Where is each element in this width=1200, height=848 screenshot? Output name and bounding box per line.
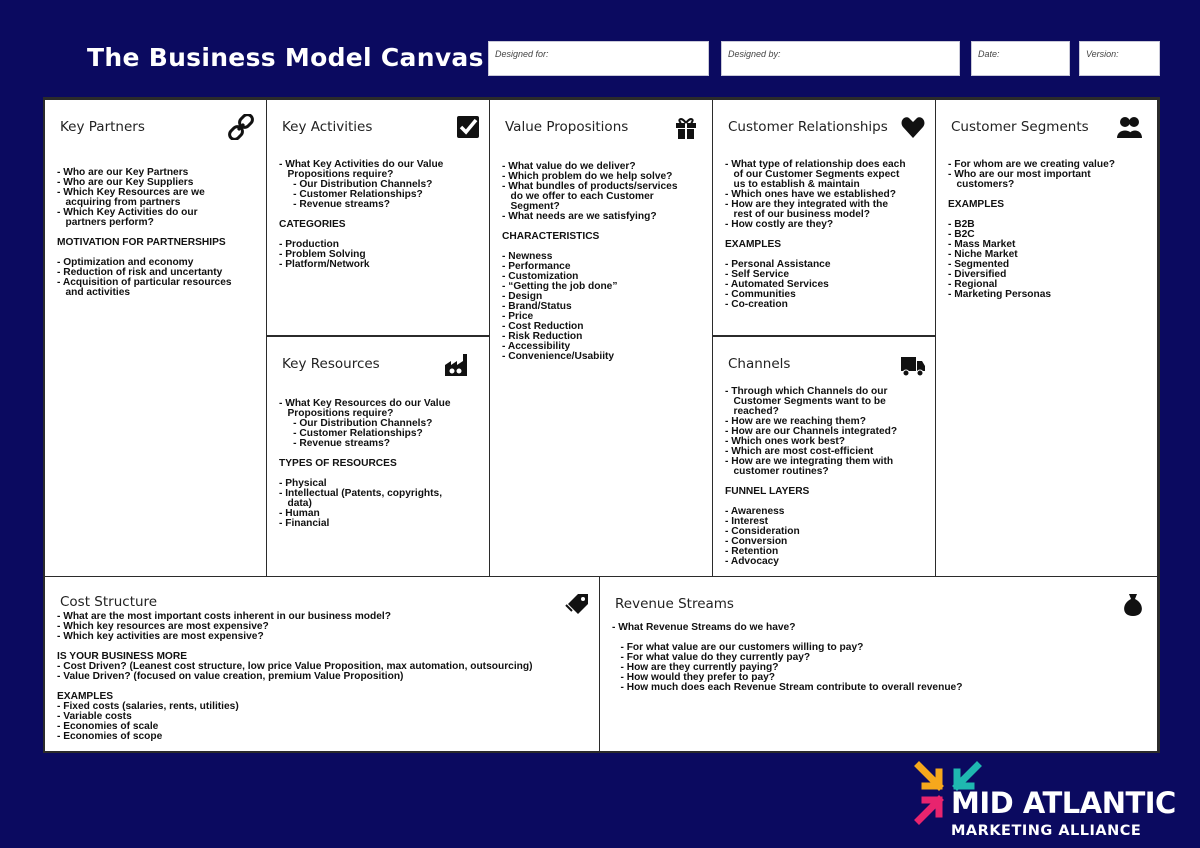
users-icon <box>1116 114 1142 140</box>
content-line: Customer Segments want to be <box>725 396 886 407</box>
link-icon <box>228 114 254 140</box>
cost-structure-title: Cost Structure <box>60 594 158 610</box>
content-line: - How are our Channels integrated? <box>725 426 898 437</box>
channels-title: Channels <box>728 356 791 372</box>
content-line: - Variable costs <box>57 711 132 722</box>
content-line: - Which problem do we help solve? <box>502 171 673 182</box>
content-line: - Awareness <box>725 506 785 517</box>
content-line: - Automated Services <box>725 279 829 290</box>
tag-icon <box>565 591 591 617</box>
content-line: - Who are our Key Suppliers <box>57 177 194 188</box>
content-line: reached? <box>725 406 779 417</box>
heart-icon <box>900 114 926 140</box>
revenue-streams-content <box>612 623 962 693</box>
mid-atlantic-logo <box>913 760 1176 844</box>
content-line <box>57 682 533 692</box>
content-line: rest of our business model? <box>725 209 870 220</box>
designed-by-label: Designed by: <box>728 49 781 59</box>
version-field[interactable] <box>1079 41 1160 76</box>
content-line: - Production <box>279 239 339 250</box>
content-line: - Interest <box>725 516 769 527</box>
content-line: - Physical <box>279 478 327 489</box>
content-line: - Acquisition of particular resources <box>57 277 232 288</box>
content-line: - What Key Resources do our Value <box>279 398 451 409</box>
content-line: acquiring from partners <box>57 197 181 208</box>
key-resources-content <box>279 399 451 529</box>
content-line: - Personal Assistance <box>725 259 831 270</box>
content-line: - How are we integrating them with <box>725 456 894 467</box>
content-line: - Design <box>502 291 543 302</box>
gift-icon <box>673 114 699 140</box>
content-line: - Optimization and economy <box>57 257 194 268</box>
content-line: EXAMPLES <box>948 199 1005 210</box>
content-line: - Financial <box>279 518 330 529</box>
designed-by-field[interactable] <box>721 41 960 76</box>
content-line: - Which Key Resources are we <box>57 187 205 198</box>
content-line: - Economies of scope <box>57 731 163 742</box>
content-line: and activities <box>57 287 131 298</box>
content-line: - How much does each Revenue Stream contribute to overall revenue? <box>612 682 963 693</box>
content-line: - Which key resources are most expensive? <box>57 621 269 632</box>
content-line: - Risk Reduction <box>502 331 583 342</box>
key-partners-content <box>57 168 232 298</box>
content-line: - For what value do they currently pay? <box>612 652 811 663</box>
logo-line2: MARKETING ALLIANCE <box>951 823 1142 839</box>
content-line: us to establish & maintain <box>725 179 860 190</box>
version-label: Version: <box>1086 49 1119 59</box>
content-line: - What Revenue Streams do we have? <box>612 622 796 633</box>
content-line: - Cost Reduction <box>502 321 584 332</box>
content-line: - Regional <box>948 279 998 290</box>
page-title: The Business Model Canvas <box>87 43 484 72</box>
content-line: - Problem Solving <box>279 249 366 260</box>
designed-for-field[interactable] <box>488 41 709 76</box>
key-resources-title: Key Resources <box>282 356 380 372</box>
content-line: CATEGORIES <box>279 219 346 230</box>
cost-structure-content <box>57 612 533 742</box>
content-line: - For whom are we creating value? <box>948 159 1116 170</box>
content-line: - Co-creation <box>725 299 788 310</box>
content-line: - Value Driven? (focused on value creation, premium Value Proposition) <box>57 671 404 682</box>
content-line: - Which ones work best? <box>725 436 845 447</box>
key-activities-section <box>267 100 489 335</box>
content-line: - What bundles of products/services <box>502 181 678 192</box>
content-line: - Which ones have we established? <box>725 189 896 200</box>
key-resources-section <box>267 337 489 576</box>
content-line: - Who are our most important <box>948 169 1091 180</box>
content-line: partners perform? <box>57 217 154 228</box>
content-line: - Who are our Key Partners <box>57 167 189 178</box>
money-bag-icon <box>1120 591 1146 617</box>
business-model-canvas <box>43 97 1160 753</box>
content-line: customer routines? <box>725 466 829 477</box>
content-line: CHARACTERISTICS <box>502 231 600 242</box>
content-line: - Reduction of risk and uncertanty <box>57 267 223 278</box>
revenue-streams-section <box>600 577 1157 751</box>
content-line: - Customer Relationships? <box>279 189 423 200</box>
content-line: - Conversion <box>725 536 788 547</box>
key-activities-content <box>279 160 443 270</box>
content-line: Propositions require? <box>279 408 394 419</box>
truck-icon <box>900 351 926 377</box>
content-line: - Platform/Network <box>279 259 370 270</box>
content-line: - Intellectual (Patents, copyrights, <box>279 488 443 499</box>
key-partners-section <box>45 100 266 576</box>
content-line: - Mass Market <box>948 239 1016 250</box>
content-line: - B2C <box>948 229 975 240</box>
customer-segments-content <box>948 160 1115 300</box>
content-line: data) <box>279 498 312 509</box>
content-line: - Accessibility <box>502 341 571 352</box>
content-line: - B2B <box>948 219 975 230</box>
content-line: - Revenue streams? <box>279 199 390 210</box>
content-line: - Advocacy <box>725 556 779 567</box>
content-line: - Diversified <box>948 269 1007 280</box>
content-line: - Segmented <box>948 259 1010 270</box>
content-line: - Economies of scale <box>57 721 159 732</box>
date-field[interactable] <box>971 41 1070 76</box>
content-line: - Convenience/Usabiity <box>502 351 615 362</box>
customer-relationships-section <box>713 100 935 335</box>
content-line: - Consideration <box>725 526 800 537</box>
content-line: - Marketing Personas <box>948 289 1052 300</box>
value-propositions-section <box>490 100 712 576</box>
content-line: MOTIVATION FOR PARTNERSHIPS <box>57 237 226 248</box>
cost-structure-section <box>45 577 599 751</box>
content-line: EXAMPLES <box>725 239 782 250</box>
content-line: - Retention <box>725 546 779 557</box>
content-line: customers? <box>948 179 1015 190</box>
checkbox-icon <box>455 114 481 140</box>
content-line: - Which are most cost-efficient <box>725 446 874 457</box>
content-line: - Performance <box>502 261 571 272</box>
logo-line1: MID ATLANTIC <box>951 786 1176 820</box>
content-line: - Communities <box>725 289 796 300</box>
content-line: - How are we reaching them? <box>725 416 866 427</box>
content-line: - For what value are our customers willing to pay? <box>612 642 864 653</box>
revenue-streams-title: Revenue Streams <box>615 596 734 612</box>
content-line: - How costly are they? <box>725 219 834 230</box>
content-line: - How are they integrated with the <box>725 199 889 210</box>
content-line: IS YOUR BUSINESS MORE <box>57 651 188 662</box>
content-line: - “Getting the job done” <box>502 281 618 292</box>
content-line: FUNNEL LAYERS <box>725 486 810 497</box>
channels-section <box>713 337 935 576</box>
value-propositions-title: Value Propositions <box>505 119 629 135</box>
content-line: - What value do we deliver? <box>502 161 636 172</box>
channels-content <box>725 387 897 567</box>
content-line: - What needs are we satisfying? <box>502 211 657 222</box>
content-line: - Through which Channels do our <box>725 386 888 397</box>
content-line: - Niche Market <box>948 249 1018 260</box>
content-line: - Our Distribution Channels? <box>279 418 433 429</box>
content-line: - What Key Activities do our Value <box>279 159 444 170</box>
content-line: Propositions require? <box>279 169 394 180</box>
content-line: - Newness <box>502 251 553 262</box>
content-line: - Cost Driven? (Leanest cost structure, low price Value Proposition, max automation, outsourcing) <box>57 661 533 672</box>
date-label: Date: <box>978 49 1000 59</box>
content-line: - Self Service <box>725 269 789 280</box>
value-propositions-content <box>502 162 677 362</box>
content-line: EXAMPLES <box>57 691 114 702</box>
content-line: - Which Key Activities do our <box>57 207 198 218</box>
customer-segments-title: Customer Segments <box>951 119 1089 135</box>
factory-icon <box>444 351 470 377</box>
content-line: - Customization <box>502 271 579 282</box>
key-partners-title: Key Partners <box>60 119 145 135</box>
customer-relationships-title: Customer Relationships <box>728 119 888 135</box>
customer-relationships-content <box>725 160 906 310</box>
designed-for-label: Designed for: <box>495 49 549 59</box>
content-line: - Customer Relationships? <box>279 428 423 439</box>
content-line: - What are the most important costs inherent in our business model? <box>57 611 391 622</box>
key-activities-title: Key Activities <box>282 119 373 135</box>
content-line: do we offer to each Customer <box>502 191 654 202</box>
content-line: - Revenue streams? <box>279 438 390 449</box>
content-line: - Our Distribution Channels? <box>279 179 433 190</box>
content-line: - What type of relationship does each <box>725 159 906 170</box>
content-line: - How are they currently paying? <box>612 662 779 673</box>
content-line: - Brand/Status <box>502 301 572 312</box>
content-line: - How would they prefer to pay? <box>612 672 776 683</box>
content-line: - Which key activities are most expensive? <box>57 631 264 642</box>
content-line: - Human <box>279 508 320 519</box>
content-line: TYPES OF RESOURCES <box>279 458 397 469</box>
content-line: Segment? <box>502 201 560 212</box>
content-line: - Fixed costs (salaries, rents, utilities) <box>57 701 239 712</box>
content-line: of our Customer Segments expect <box>725 169 900 180</box>
customer-segments-section <box>936 100 1157 576</box>
content-line: - Price <box>502 311 534 322</box>
